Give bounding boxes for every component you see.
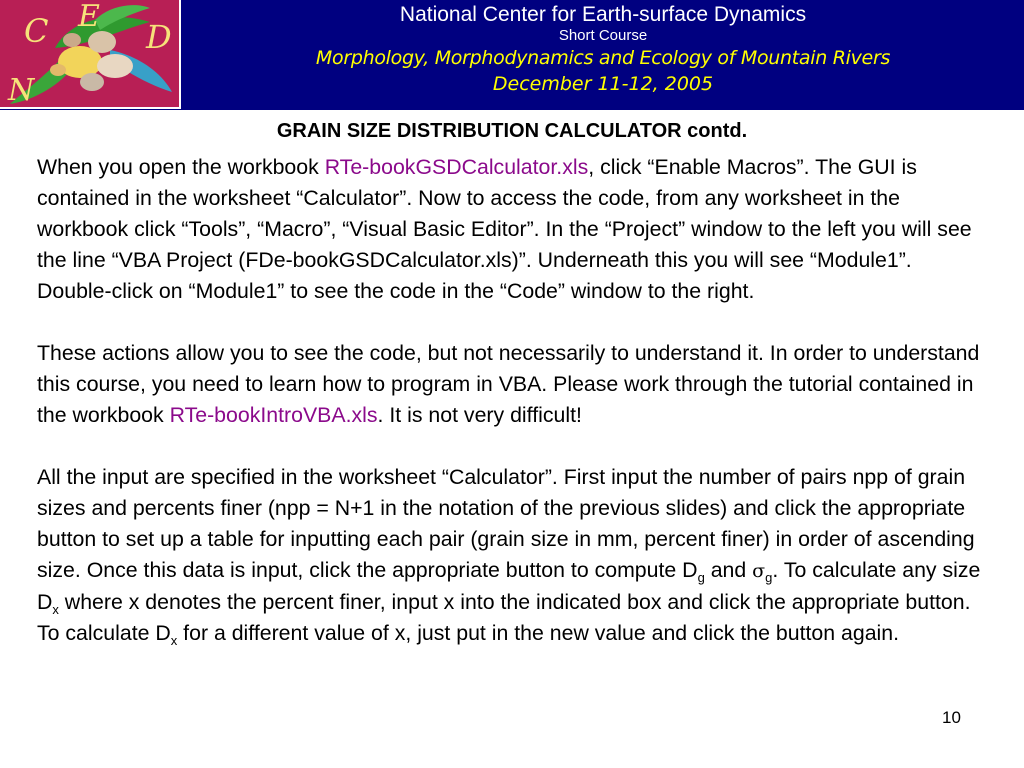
text-run: , click “Enable Macros”. The GUI is contained in the worksheet “Calculator”. Now to access the code, from any worksheet in the workbook click “Tools”, “Macro”, “Visual Basic Editor”. In the “Project” window to the left you will see the line “VBA Project (FDe-bookGSDCalculator.xls)”. Underneath this you will see “Module1”. Double-click on “Module1” to see the code in the “Code” window to the right.: [37, 155, 972, 303]
course-type: Short Course: [558, 27, 648, 44]
organization-name: National Center for Earth-surface Dynamics: [399, 3, 807, 26]
subscript: g: [765, 570, 773, 585]
text-run: These actions allow you to see the code, but not necessarily to understand it. In order to understand this course, you need to learn how to program in VBA. Please work through the tutorial contained in the workbook: [37, 341, 980, 427]
paragraph-learn-vba: [37, 338, 987, 431]
subscript: g: [697, 570, 705, 585]
ncd-logo: [0, 0, 181, 109]
text-run: . It is not very difficult!: [377, 403, 582, 427]
text-run: . To calculate any size D: [37, 558, 981, 614]
workbook-link-gsd-calculator[interactable]: RTe-bookGSDCalculator.xls: [324, 155, 589, 179]
text-run: All the input are specified in the worksheet “Calculator”. First input the number of pairs npp of grain sizes and percents finer (npp = N+1 in the notation of the previous slides) and click the appropriate button to set up a table for inputting each pair (grain size in mm, percent finer) in order of ascending size. Once this data is input, click the appropriate button to compute D: [37, 465, 975, 582]
text-run: where x denotes the percent finer, input x into the indicated box and click the appropriate button. To calculate D: [37, 590, 971, 645]
logo-letter-e: E: [78, 0, 100, 34]
header-banner: [0, 0, 1024, 110]
sigma-symbol: σ: [752, 560, 766, 582]
logo-letter-n: N: [8, 73, 35, 107]
logo-letter-c: C: [24, 12, 49, 50]
slide-title: GRAIN SIZE DISTRIBUTION CALCULATOR contd.: [276, 120, 748, 142]
text-run: When you open the workbook: [37, 155, 325, 179]
header-text: [182, 0, 1024, 97]
logo-letter-d: D: [146, 18, 172, 56]
paragraph-gap: [37, 431, 987, 462]
workbook-link-intro-vba[interactable]: RTe-bookIntroVBA.xls: [169, 403, 378, 427]
text-run: for a different value of x, just put in the new value and click the button again.: [177, 621, 900, 645]
slide-body: [37, 152, 987, 649]
paragraph-gap: [37, 307, 987, 338]
pebble-shape: [80, 73, 104, 91]
logo-graphic: [0, 0, 179, 107]
page-number: 10: [942, 708, 961, 727]
course-title: Morphology, Morphodynamics and Ecology of Mountain Rivers: [315, 47, 891, 69]
pebble-shape: [88, 31, 116, 53]
subscript: x: [170, 633, 178, 648]
pebble-shape: [63, 33, 81, 47]
paragraph-inputs: [37, 462, 987, 649]
subscript: x: [52, 602, 59, 617]
text-run: and: [704, 558, 753, 582]
paragraph-open-workbook: [37, 152, 987, 307]
pebble-shape: [50, 64, 66, 76]
pebble-shape: [97, 54, 133, 78]
course-date: December 11-12, 2005: [492, 73, 714, 95]
